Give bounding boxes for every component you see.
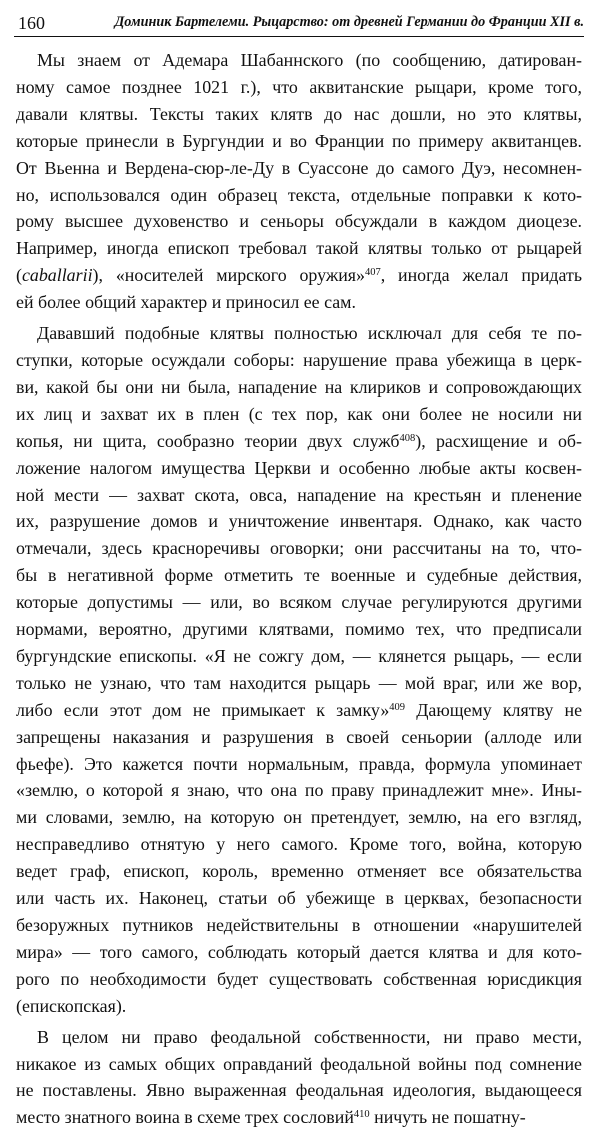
line-text: рого по необходимости будет существовать собственная юрисдикция (16, 968, 582, 989)
text-line (16, 401, 582, 428)
line-text: ми словами, землю, на которую он претендует, землю, на его взгляд, (16, 807, 582, 828)
line-text: но, использовался один образец текста, отдельные поправки к кото- (16, 184, 582, 205)
text-line (16, 939, 582, 966)
text-line (16, 47, 582, 74)
line-text: давали клятвы. Тексты таких клятв до нас дошли, но это клятвы, (16, 103, 582, 124)
line-text: ному самое позднее 1021 г.), что аквитанские рыцари, кроме того, (16, 76, 582, 97)
text-line (16, 966, 582, 993)
line-text: Дававший подобные клятвы полностью исключал для себя те по- (37, 323, 582, 344)
line-text: рому высшее духовенство и сеньоры обсуждали в каждом диоцезе. (16, 211, 582, 232)
line-text: или часть их. Наконец, статьи об убежище в церквах, безопасности (16, 888, 582, 909)
footnote-ref: 407 (364, 267, 381, 279)
line-text: их, разрушение домов и уничтожение инвентаря. Однако, как часто (16, 511, 582, 532)
text-line (16, 912, 582, 939)
line-text: ложение налогом имущества Церкви и особенно любые акты косвен- (16, 457, 582, 478)
line-text: ), расхищение и об- (415, 430, 582, 451)
line-text: мира» — того самого, соблюдать который дается клятва и для кото- (16, 941, 582, 962)
line-text: ей более общий характер и приносил ее сам. (16, 292, 356, 313)
line-text: бургундские епископы. «Я не сожгу дом, — клянется рыцарь, — если (16, 645, 582, 666)
text-line (16, 289, 582, 316)
footnote-ref: 408 (399, 432, 416, 444)
text-line (16, 347, 582, 374)
line-text: фьефе). Это кажется почти нормальным, правда, формула упоминает (16, 753, 582, 774)
text-line (16, 128, 582, 155)
text-line (16, 235, 582, 262)
line-text: (епископская). (16, 995, 127, 1016)
text-line (16, 831, 582, 858)
latin-term: caballarii (21, 265, 93, 286)
text-line (16, 993, 582, 1020)
line-text: ви, какой бы они ни была, нападение на клириков и сопровождающих (16, 376, 582, 397)
text-line (16, 589, 582, 616)
line-text: копья, ни щита, сообразно теории двух служб (16, 430, 400, 451)
header-rule (14, 36, 584, 37)
line-text: , иногда желал придать (380, 265, 582, 286)
paragraph (16, 320, 582, 1020)
line-text: бы в негативной форме отметить те военные и судебные действия, (16, 565, 582, 586)
footnote-ref: 410 (353, 1109, 370, 1121)
text-line (16, 804, 582, 831)
text-line (16, 428, 582, 455)
line-text: ной мести — захват скота, овса, нападение на крестьян и пленение (16, 484, 582, 505)
line-text: отмечали, здесь красноречивы оговорки; они рассчитаны на то, что- (16, 538, 582, 559)
body-text (16, 47, 582, 1131)
line-text: нормами, вероятно, другими клятвами, помимо тех, что предписали (16, 619, 582, 640)
text-line (16, 643, 582, 670)
line-text: Дающему клятву не (405, 699, 583, 720)
text-line (16, 777, 582, 804)
page-number: 160 (18, 13, 45, 33)
text-line (16, 535, 582, 562)
text-line (16, 101, 582, 128)
running-header (14, 9, 584, 35)
line-text: ничуть не пошатну- (369, 1107, 526, 1128)
text-line (16, 751, 582, 778)
text-line (16, 616, 582, 643)
line-text: Мы знаем от Адемара Шабаннского (по сообщению, датирован- (37, 50, 582, 70)
line-text: ведет граф, епископ, король, временно отменяет все обязательства (16, 861, 582, 882)
text-line (16, 482, 582, 509)
line-text: безоружных путников недействительны в отношении «нарушителей (16, 915, 582, 935)
paragraph (16, 47, 582, 316)
paragraph (16, 1024, 582, 1131)
text-line (16, 1077, 582, 1104)
text-line (16, 858, 582, 885)
line-text: ( (16, 265, 22, 286)
text-line (16, 1051, 582, 1078)
text-line (16, 208, 582, 235)
line-text: только не узнаю, что там находится рыцарь — мой враг, или же вор, (16, 672, 582, 693)
footnote-ref: 409 (389, 701, 406, 713)
line-text: В целом ни право феодальной собственности, ни право мести, (37, 1026, 582, 1047)
line-text: несправедливо отнятую у него самого. Кроме того, война, которую (16, 834, 582, 855)
text-line (16, 1104, 582, 1131)
text-line (16, 562, 582, 589)
line-text: ), «носителей мирского оружия» (92, 265, 365, 286)
text-line (16, 182, 582, 209)
line-text: либо если этот дом не примыкает к замку» (16, 699, 390, 720)
text-line (16, 74, 582, 101)
text-line (16, 455, 582, 482)
line-text: которые принесли в Бургундии и во Франции по примеру аквитанцев. (16, 130, 582, 151)
line-text: которые допустимы — или, во всяком случае регулируются другими (16, 592, 582, 613)
text-line (16, 374, 582, 401)
text-line (16, 320, 582, 347)
text-line (16, 1024, 582, 1051)
line-text: место знатного воина в схеме трех сословий (16, 1107, 354, 1128)
line-text: Например, иногда епископ требовал такой клятвы только от рыцарей (16, 238, 582, 259)
line-text: ступки, которые осуждали соборы: нарушение права убежища в церк- (16, 349, 582, 370)
text-line (16, 508, 582, 535)
line-text: От Вьенна и Вердена-сюр-ле-Ду в Суассоне до самого Дуэ, несомнен- (16, 157, 582, 178)
text-line (16, 670, 582, 697)
text-line (16, 885, 582, 912)
text-line (16, 155, 582, 182)
line-text: их лиц и захват их в плен (с тех пор, как они более не носили ни (16, 403, 582, 424)
text-line (16, 697, 582, 724)
line-text: не поставлены. Явно выраженная феодальная идеология, выдающееся (16, 1080, 582, 1101)
line-text: «землю, о которой я знаю, что она по праву принадлежит мне». Ины- (16, 780, 582, 801)
line-text: запрещены наказания и разрушения в своей сеньории (аллоде или (16, 726, 582, 747)
line-text: никакое из самых общих оправданий феодальной войны под сомнение (16, 1053, 582, 1074)
text-line (16, 724, 582, 751)
running-title: Доминик Бартелеми. Рыцарство: от древней Германии до Франции XII в. (114, 14, 584, 30)
text-line (16, 262, 582, 289)
